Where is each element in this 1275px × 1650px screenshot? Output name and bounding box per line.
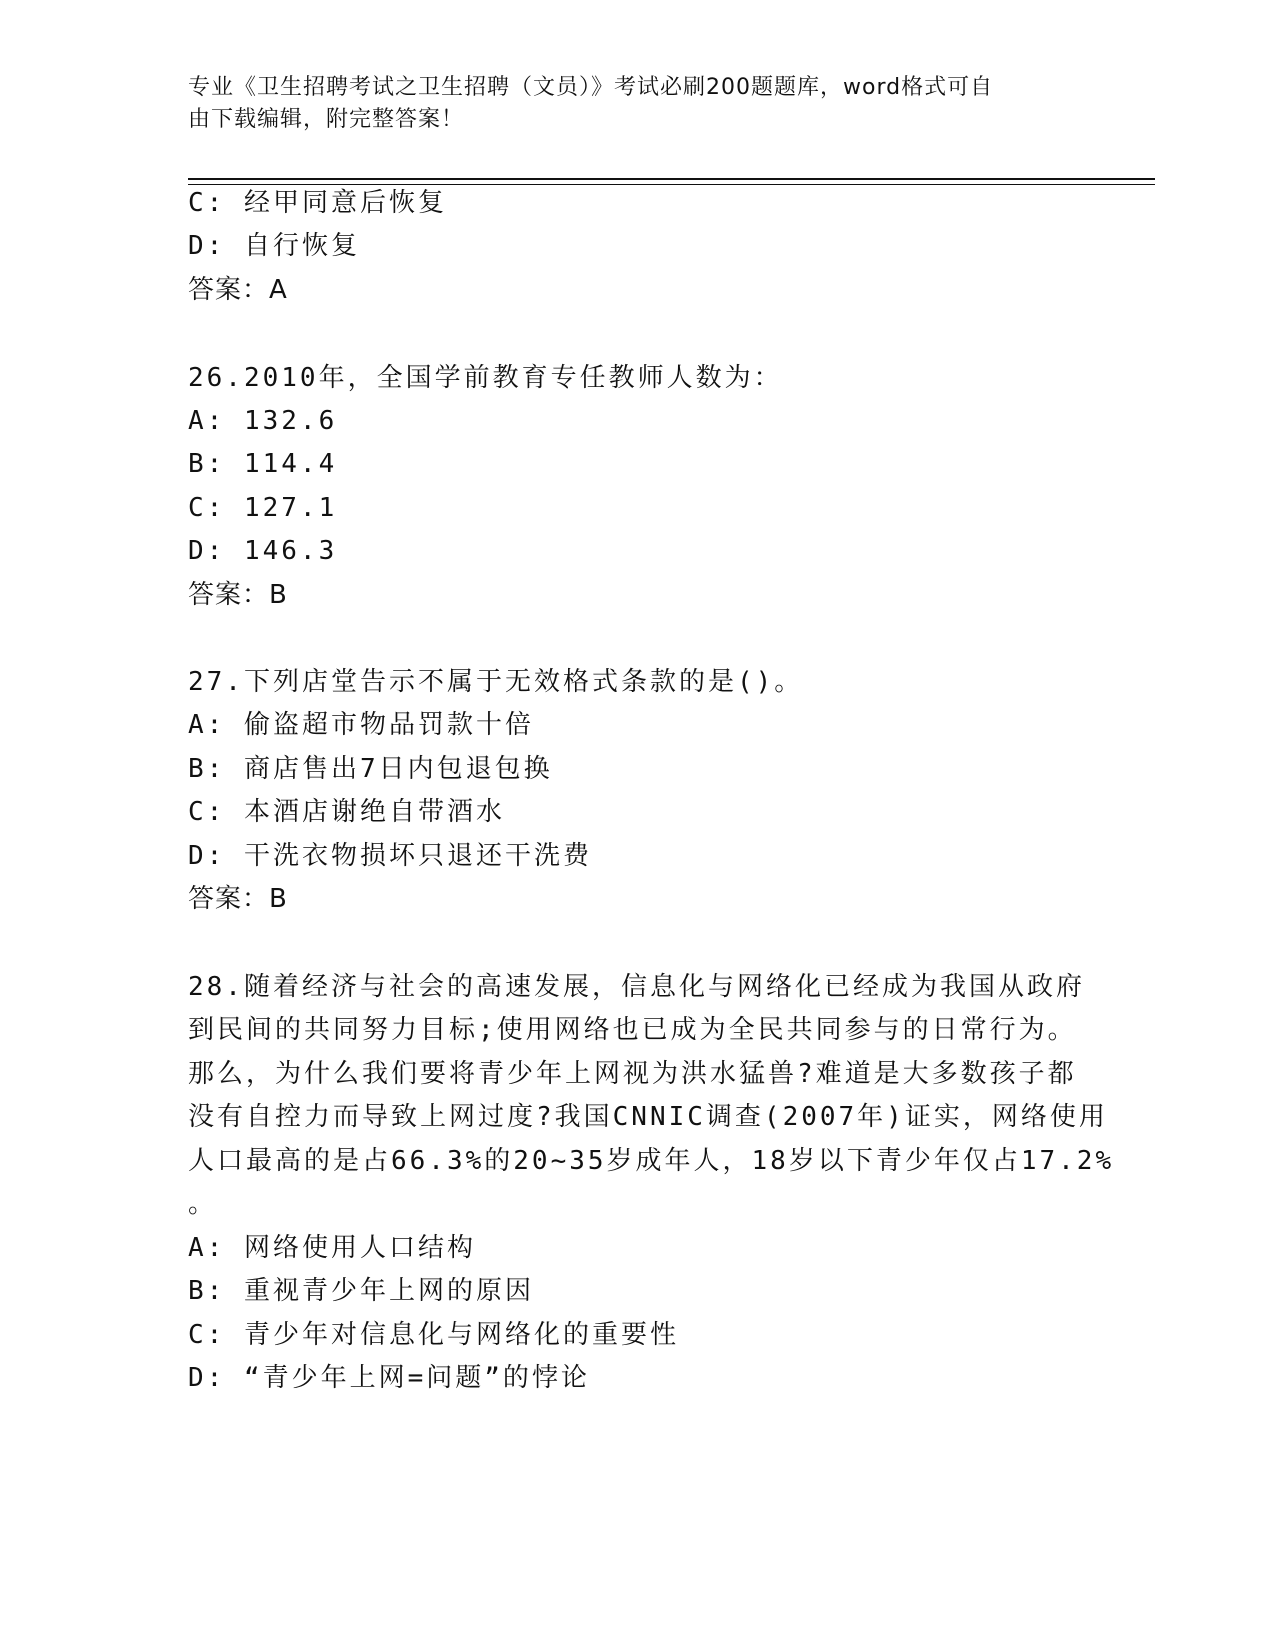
q26-option-d: D: 146.3	[188, 536, 338, 566]
header-divider-thick	[188, 178, 1155, 180]
q26-option-c: C: 127.1	[188, 493, 338, 523]
q27-option-c: C: 本酒店谢绝自带酒水	[188, 797, 505, 827]
q27-option-d: D: 干洗衣物损坏只退还干洗费	[188, 841, 592, 871]
q28-option-c: C: 青少年对信息化与网络化的重要性	[188, 1320, 679, 1350]
q27-option-b: B: 商店售出7日内包退包换	[188, 754, 553, 784]
q25-option-c: C: 经甲同意后恢复	[188, 188, 447, 218]
q28-question-line: 28.随着经济与社会的高速发展，信息化与网络化已经成为我国从政府	[188, 972, 1085, 1002]
q28-question-line: 人口最高的是占66.3%的20~35岁成年人，18岁以下青少年仅占17.2%	[188, 1146, 1115, 1176]
q28-question-line: 。	[188, 1189, 218, 1219]
q26-answer: 答案：B	[188, 580, 288, 610]
q28-option-b: B: 重视青少年上网的原因	[188, 1276, 534, 1306]
q27-question: 27.下列店堂告示不属于无效格式条款的是()。	[188, 667, 804, 697]
q28-option-d: D: “青少年上网=问题”的悖论	[188, 1363, 590, 1393]
header-line-2: 由下载编辑，附完整答案！	[188, 107, 465, 132]
q27-answer: 答案：B	[188, 884, 288, 914]
q28-option-a: A: 网络使用人口结构	[188, 1233, 476, 1263]
q26-question: 26.2010年，全国学前教育专任教师人数为：	[188, 363, 783, 393]
q26-option-a: A: 132.6	[188, 406, 338, 436]
header-line-1: 专业《卫生招聘考试之卫生招聘（文员）》考试必刷200题题库，word格式可自	[188, 75, 994, 100]
q25-answer: 答案：A	[188, 275, 288, 305]
header-divider-thin	[188, 184, 1155, 185]
q27-option-a: A: 偷盗超市物品罚款十倍	[188, 710, 534, 740]
q25-option-d: D: 自行恢复	[188, 231, 360, 261]
q28-question-line: 那么，为什么我们要将青少年上网视为洪水猛兽?难道是大多数孩子都	[188, 1059, 1077, 1089]
q28-question-line: 到民间的共同努力目标;使用网络也已成为全民共同参与的日常行为。	[188, 1015, 1077, 1045]
document-header	[188, 72, 1068, 136]
q26-option-b: B: 114.4	[188, 449, 338, 479]
q28-question-line: 没有自控力而导致上网过度?我国CNNIC调查(2007年)证实，网络使用	[188, 1102, 1108, 1132]
